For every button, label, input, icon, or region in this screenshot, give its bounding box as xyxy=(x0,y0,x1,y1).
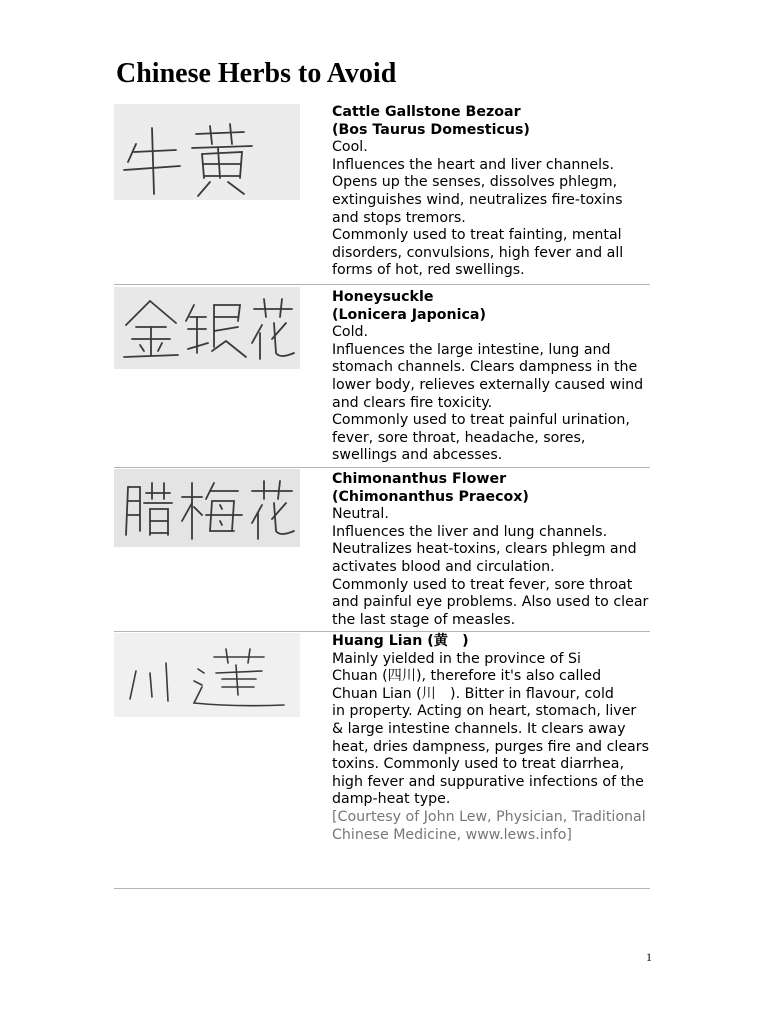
herb-calligraphy-image xyxy=(114,469,300,547)
courtesy-note: [Courtesy of John Lew, Physician, Traditional Chinese Medicine, www.lews.info] xyxy=(332,808,646,843)
herb-heading: Huang Lian (黄 ) xyxy=(332,633,469,649)
herb-influence: Influences the heart and liver channels. Opens up the senses, dissolves phlegm, extinguishes wind, neutralizes fire-toxins and stops tremors. xyxy=(332,156,623,226)
herb-influence: Influences the large intestine, lung and stomach channels. Clears dampness in the lower body, relieves externally caused wind and clears fire toxicity. xyxy=(332,341,644,411)
herb-latin-name: (Lonicera Japonica) xyxy=(332,306,486,323)
herb-latin-name: (Chimonanthus Praecox) xyxy=(332,488,529,505)
herb-description xyxy=(332,104,650,280)
page-number: 1 xyxy=(646,950,652,964)
herb-description xyxy=(332,471,650,629)
herb-nature: Cold. xyxy=(332,324,369,341)
entry-divider xyxy=(114,284,650,285)
herb-body: in property. Acting on heart, stomach, liver & large intestine channels. It clears away heat, dries dampness, purges fire and clears toxins. Commonly used to treat diarrhea, high fever and suppurative infections of the damp-heat type. xyxy=(332,703,649,808)
entry-divider xyxy=(114,888,650,889)
herb-latin-name: (Bos Taurus Domesticus) xyxy=(332,121,530,138)
entry-divider xyxy=(114,467,650,468)
herb-influence: Influences the liver and lung channels. Neutralizes heat-toxins, clears phlegm and activates blood and circulation. xyxy=(332,523,637,575)
herb-calligraphy-image xyxy=(114,633,300,717)
herb-text-line: Chuan Lian (川 ). Bitter in flavour, cold xyxy=(332,685,614,702)
herb-calligraphy-image xyxy=(114,287,300,369)
herb-uses: Commonly used to treat painful urination, fever, sore throat, headache, sores, swellings and abcesses. xyxy=(332,412,630,464)
page-title: Chinese Herbs to Avoid xyxy=(116,58,397,89)
herb-description xyxy=(332,633,650,844)
herb-calligraphy-image xyxy=(114,104,300,200)
herb-common-name: Chimonanthus Flower xyxy=(332,471,507,487)
herb-text-line: Mainly yielded in the province of Si xyxy=(332,650,581,667)
herb-common-name: Cattle Gallstone Bezoar xyxy=(332,104,521,120)
herb-uses: Commonly used to treat fainting, mental disorders, convulsions, high fever and all forms of hot, red swellings. xyxy=(332,227,624,279)
herb-nature: Cool. xyxy=(332,139,368,156)
herb-description xyxy=(332,289,650,465)
herb-common-name: Honeysuckle xyxy=(332,289,434,305)
entry-divider xyxy=(114,631,650,632)
herb-uses: Commonly used to treat fever, sore throat and painful eye problems. Also used to clear the last stage of measles. xyxy=(332,576,649,628)
herb-text-line: Chuan (四川), therefore it's also called xyxy=(332,668,602,685)
herb-nature: Neutral. xyxy=(332,506,389,523)
